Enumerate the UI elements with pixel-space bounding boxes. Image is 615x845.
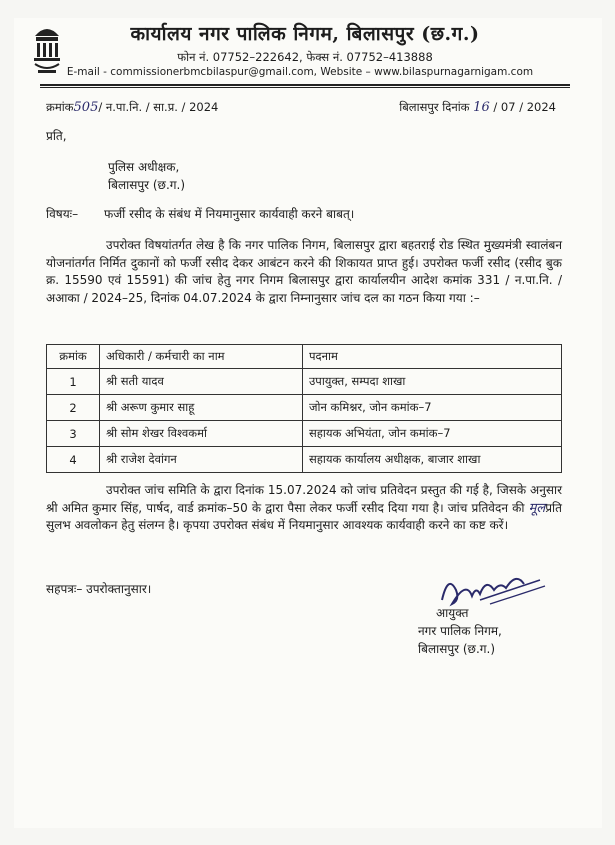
reference-number: क्रमांक505/ न.पा.नि. / सा.प्र. / 2024 — [46, 100, 219, 115]
table-cell: 1 — [47, 369, 100, 395]
table-row — [47, 369, 562, 395]
table-row — [47, 395, 562, 421]
table-cell: 3 — [47, 421, 100, 447]
table-row — [47, 447, 562, 473]
column-header: क्रमांक — [47, 345, 100, 369]
signatory-place: बिलासपुर (छ.ग.) — [418, 642, 496, 656]
body-paragraph-1: उपरोक्त विषयांतर्गत लेख है कि नगर पालिक निगम, बिलासपुर द्वारा बहतराई रोड स्थित मुख्यमंत्री स्वालंबन योजनांतर्गत निर्मित दुकानों को फर्जी रसीद देकर आबंटन करने की शिकायत प्राप्त हुई। उपरोक्त फर्जी रसीद (रसीद बुक क्र. 15590 एवं 15591) की जांच हेतु नगर निगम बिलासपुर द्वारा कार्यालयीन आदेश कमांक 331 / न.पा.नि. / अआका / 2024–25, दिनांक 04.07.2024 के द्वारा निम्नानुसार जांच दल का गठन किया गया :– — [46, 238, 562, 305]
email-website-line: E-mail - commissionerbmcbilaspur@gmail.com, Website – www.bilaspurnagarnigam.com — [66, 66, 534, 78]
subject-label: विषयः– — [46, 207, 79, 221]
table-cell: श्री अरूण कुमार साहू — [100, 395, 303, 421]
table-cell: 2 — [47, 395, 100, 421]
table-cell: उपायुक्त, सम्पदा शाखा — [303, 369, 562, 395]
signatory-designation: आयुक्त — [436, 606, 469, 620]
body-paragraph-2: उपरोक्त जांच समिति के द्वारा दिनांक 15.07.2024 को जांच प्रतिवेदन प्रस्तुत की गई है, जिसके अनुसार श्री अमित कुमार सिंह, पार्षद, वार्ड क्रमांक–50 के द्वारा पैसा लेकर फर्जी रसीद दिया गया है। जांच प्रतिवेदन की मूलप्रति सुलभ अवलोकन हेतु संलग्न है। कृपया उपरोक्त संबंध में नियमानुसार आवश्यक कार्यवाही करने का कष्ट करें। — [46, 483, 562, 532]
phone-fax-line: फोन नं. 07752–222642, फेक्स नं. 07752–413888 — [177, 50, 433, 64]
table-cell: सहायक कार्यालय अधीक्षक, बाजार शाखा — [303, 447, 562, 473]
reference-date: बिलासपुर दिनांक 16 / 07 / 2024 — [399, 100, 556, 115]
table-cell: श्री राजेश देवांगन — [100, 447, 303, 473]
table-cell: सहायक अभियंता, जोन कमांक–7 — [303, 421, 562, 447]
signatory-office: नगर पालिक निगम, — [418, 624, 502, 638]
table-cell: श्री सती यादव — [100, 369, 303, 395]
subject-text: फर्जी रसीद के संबंध में नियमानुसार कार्यवाही करने बाबत्। — [104, 207, 355, 221]
office-title: कार्यालय नगर पालिक निगम, बिलासपुर (छ.ग.) — [130, 23, 480, 45]
header-divider-thin — [40, 87, 570, 88]
table-header-row — [47, 345, 562, 369]
column-header: अधिकारी / कर्मचारी का नाम — [100, 345, 303, 369]
subject-line — [46, 205, 354, 222]
prati-label: प्रति, — [46, 129, 67, 143]
table-cell: श्री सोम शेखर विश्वकर्मा — [100, 421, 303, 447]
investigation-team-table — [46, 344, 562, 473]
header-divider — [40, 84, 570, 86]
handwritten-insertion: मूल — [528, 500, 546, 516]
signature-block — [418, 604, 502, 658]
recipient-address — [108, 158, 185, 194]
handwritten-day: 16 — [473, 100, 490, 115]
enclosure-note: सहपत्रः– उपरोक्तानुसार। — [46, 582, 152, 596]
recipient-line-2: बिलासपुर (छ.ग.) — [108, 178, 186, 192]
table-row — [47, 421, 562, 447]
column-header: पदनाम — [303, 345, 562, 369]
recipient-line-1: पुलिस अधीक्षक, — [108, 160, 180, 174]
handwritten-ref-number: 505 — [73, 100, 99, 115]
table-cell: 4 — [47, 447, 100, 473]
table-cell: जोन कमिश्नर, जोन कमांक–7 — [303, 395, 562, 421]
